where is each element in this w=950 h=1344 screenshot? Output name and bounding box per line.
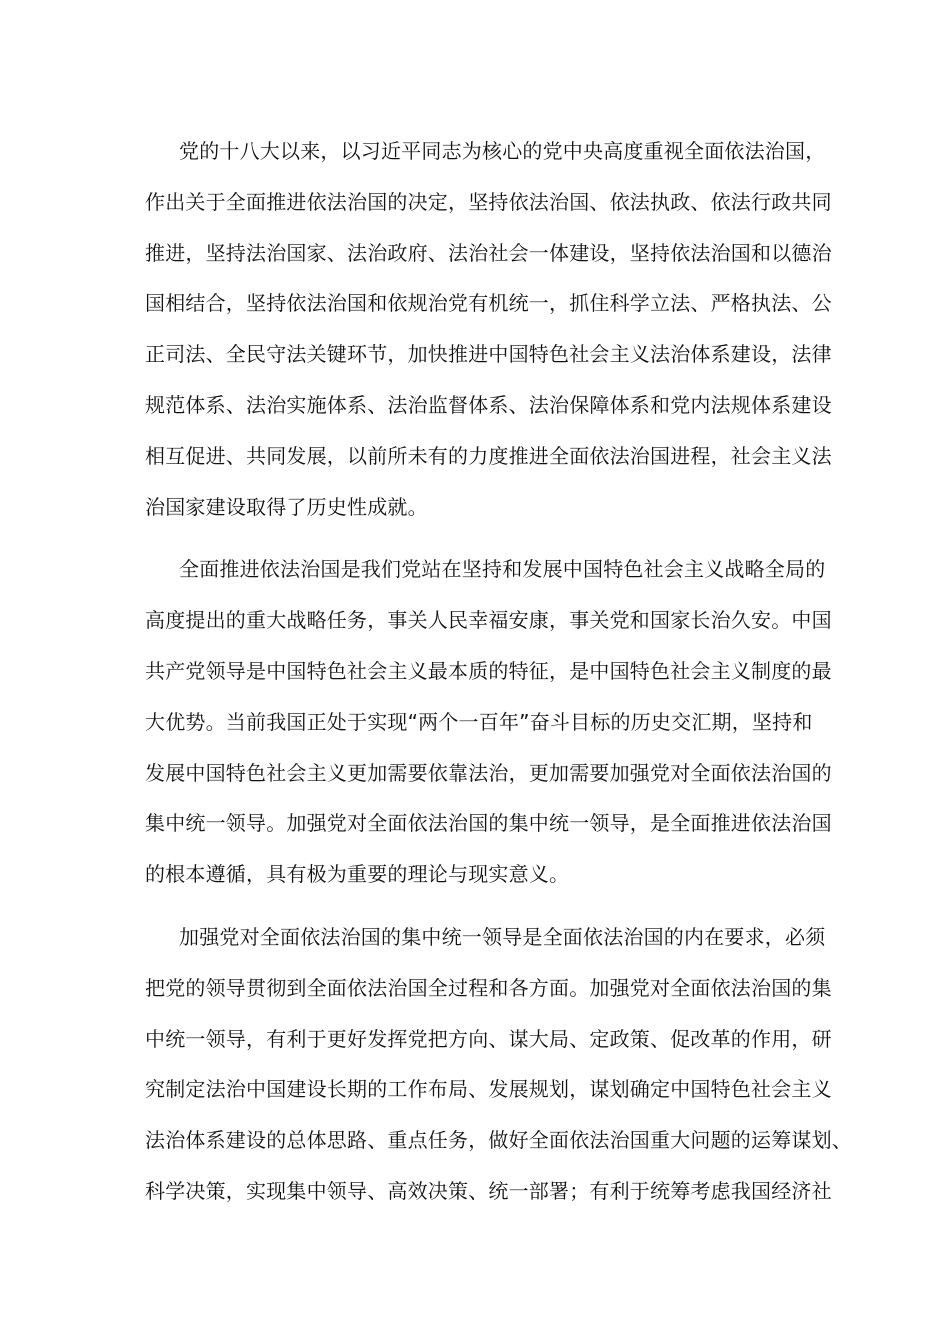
text-line: 法治体系建设的总体思路、重点任务，做好全面依法治国重大问题的运筹谋划、 [145, 1128, 852, 1153]
text-line: 正司法、全民守法关键环节，加快推进中国特色社会主义法治体系建设，法律 [145, 342, 832, 367]
text-line: 加强党对全面依法治国的集中统一领导是全面依法治国的内在要求，必须 [179, 924, 826, 949]
text-line: 究制定法治中国建设长期的工作布局、发展规划，谋划确定中国特色社会主义 [145, 1077, 832, 1102]
text-line: 科学决策，实现集中领导、高效决策、统一部署；有利于统筹考虑我国经济社 [145, 1178, 832, 1203]
paragraph-2 [145, 544, 832, 900]
text-line: 规范体系、法治实施体系、法治监督体系、法治保障体系和党内法规体系建设 [145, 392, 832, 417]
text-line: 国相结合，坚持依法治国和依规治党有机统一，抓住科学立法、严格执法、公 [145, 291, 832, 316]
paragraph-1 [145, 126, 832, 532]
text-line: 治国家建设取得了历史性成就。 [145, 494, 428, 519]
text-line: 全面推进依法治国是我们党站在坚持和发展中国特色社会主义战略全局的 [179, 557, 826, 582]
text-line: 高度提出的重大战略任务，事关人民幸福安康，事关党和国家长治久安。中国 [145, 608, 832, 633]
text-line: 相互促进、共同发展，以前所未有的力度推进全面依法治国进程，社会主义法 [145, 443, 832, 468]
text-line: 把党的领导贯彻到全面依法治国全过程和各方面。加强党对全面依法治国的集 [145, 975, 832, 1000]
text-line: 的根本遵循，具有极为重要的理论与现实意义。 [145, 862, 570, 887]
text-line: 推进，坚持法治国家、法治政府、法治社会一体建设，坚持依法治国和以德治 [145, 240, 832, 265]
text-line: 大优势。当前我国正处于实现“两个一百年”奋斗目标的历史交汇期，坚持和 [145, 709, 813, 734]
text-line: 党的十八大以来，以习近平同志为核心的党中央高度重视全面依法治国， [179, 139, 826, 163]
document-body [145, 126, 852, 1229]
text-line: 发展中国特色社会主义更加需要依靠法治，更加需要加强党对全面依法治国的 [145, 760, 832, 785]
text-line: 作出关于全面推进依法治国的决定，坚持依法治国、依法执政、依法行政共同 [145, 189, 832, 214]
paragraph-3 [145, 912, 852, 1217]
text-line: 中统一领导，有利于更好发挥党把方向、谋大局、定政策、促改革的作用，研 [145, 1026, 832, 1051]
text-line: 共产党领导是中国特色社会主义最本质的特征，是中国特色社会主义制度的最 [145, 658, 832, 683]
text-line: 集中统一领导。加强党对全面依法治国的集中统一领导，是全面推进依法治国 [145, 811, 832, 836]
